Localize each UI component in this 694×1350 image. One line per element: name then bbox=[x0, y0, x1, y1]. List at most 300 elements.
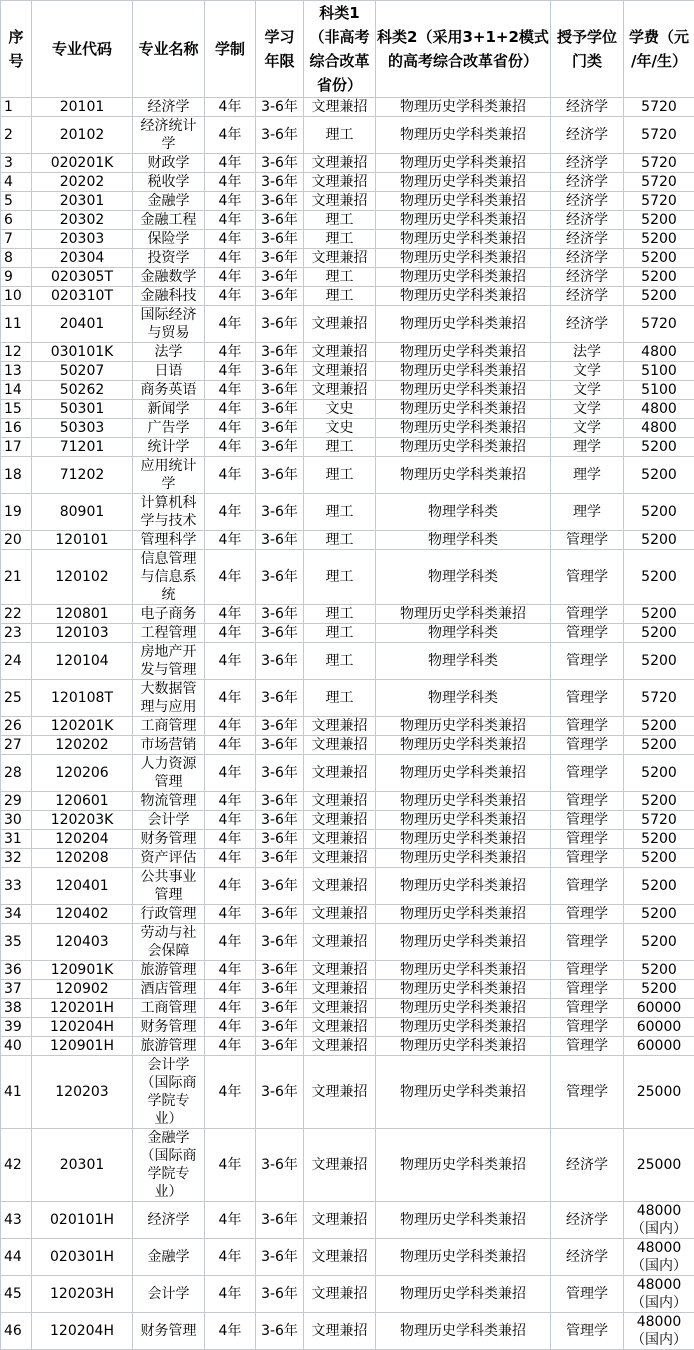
tuition-cell: 25000 bbox=[624, 1129, 694, 1202]
study-years-cell: 3-6年 bbox=[256, 868, 304, 905]
program-length-cell: 4年 bbox=[205, 643, 256, 680]
table-row bbox=[1, 811, 694, 830]
study-years-cell: 3-6年 bbox=[256, 173, 304, 192]
major-code-cell: 020101H bbox=[32, 1202, 133, 1239]
category-1-cell: 文理兼招 bbox=[304, 1056, 376, 1129]
major-name-cell: 新闻学 bbox=[133, 400, 205, 419]
table-row bbox=[1, 550, 694, 605]
table-row bbox=[1, 643, 694, 680]
table-row bbox=[1, 1037, 694, 1056]
major-name-cell: 旅游管理 bbox=[133, 961, 205, 980]
program-length-cell: 4年 bbox=[205, 924, 256, 961]
table-row bbox=[1, 1018, 694, 1037]
index-cell: 32 bbox=[1, 849, 32, 868]
category-1-cell: 文理兼招 bbox=[304, 362, 376, 381]
index-cell: 1 bbox=[1, 98, 32, 117]
major-name-cell: 金融学 bbox=[133, 1239, 205, 1276]
tuition-cell: 5720 bbox=[624, 680, 694, 717]
major-code-cell: 20102 bbox=[32, 117, 133, 154]
program-length-cell: 4年 bbox=[205, 419, 256, 438]
study-years-cell: 3-6年 bbox=[256, 192, 304, 211]
tuition-cell: 5200 bbox=[624, 905, 694, 924]
category-2-cell: 物理历史学科类兼招 bbox=[376, 400, 551, 419]
index-cell: 23 bbox=[1, 624, 32, 643]
major-code-cell: 20302 bbox=[32, 211, 133, 230]
degree-type-cell: 管理学 bbox=[551, 624, 624, 643]
index-cell: 35 bbox=[1, 924, 32, 961]
category-1-cell: 文理兼招 bbox=[304, 980, 376, 999]
study-years-cell: 3-6年 bbox=[256, 457, 304, 494]
study-years-cell: 3-6年 bbox=[256, 362, 304, 381]
index-cell: 6 bbox=[1, 211, 32, 230]
category-1-cell: 文理兼招 bbox=[304, 1018, 376, 1037]
index-cell: 45 bbox=[1, 1276, 32, 1313]
study-years-cell: 3-6年 bbox=[256, 736, 304, 755]
tuition-cell: 5720 bbox=[624, 306, 694, 343]
table-row bbox=[1, 438, 694, 457]
study-years-cell: 3-6年 bbox=[256, 494, 304, 531]
index-cell: 19 bbox=[1, 494, 32, 531]
degree-type-cell: 理学 bbox=[551, 494, 624, 531]
degree-type-cell: 经济学 bbox=[551, 98, 624, 117]
degree-type-cell: 经济学 bbox=[551, 268, 624, 287]
category-1-cell: 文理兼招 bbox=[304, 154, 376, 173]
category-1-cell: 理工 bbox=[304, 680, 376, 717]
category-1-cell: 文理兼招 bbox=[304, 1129, 376, 1202]
tuition-cell: 5200 bbox=[624, 268, 694, 287]
index-cell: 10 bbox=[1, 287, 32, 306]
category-2-cell: 物理历史学科类兼招 bbox=[376, 924, 551, 961]
major-code-cell: 120104 bbox=[32, 643, 133, 680]
major-name-cell: 房地产开 发与管理 bbox=[133, 643, 205, 680]
major-code-cell: 120204H bbox=[32, 1018, 133, 1037]
study-years-cell: 3-6年 bbox=[256, 792, 304, 811]
degree-type-cell: 管理学 bbox=[551, 1037, 624, 1056]
category-1-cell: 文史 bbox=[304, 400, 376, 419]
header-category-1: 科类1 （非高考 综合改革 省份） bbox=[304, 1, 376, 98]
degree-type-cell: 经济学 bbox=[551, 1129, 624, 1202]
header-program-length: 学制 bbox=[205, 1, 256, 98]
program-length-cell: 4年 bbox=[205, 211, 256, 230]
category-2-cell: 物理历史学科类兼招 bbox=[376, 1276, 551, 1313]
degree-type-cell: 管理学 bbox=[551, 1313, 624, 1350]
category-1-cell: 文理兼招 bbox=[304, 249, 376, 268]
program-length-cell: 4年 bbox=[205, 717, 256, 736]
degree-type-cell: 管理学 bbox=[551, 792, 624, 811]
category-1-cell: 文理兼招 bbox=[304, 868, 376, 905]
table-row bbox=[1, 457, 694, 494]
study-years-cell: 3-6年 bbox=[256, 1202, 304, 1239]
major-code-cell: 71201 bbox=[32, 438, 133, 457]
category-2-cell: 物理历史学科类兼招 bbox=[376, 230, 551, 249]
tuition-cell: 5720 bbox=[624, 811, 694, 830]
category-2-cell: 物理历史学科类兼招 bbox=[376, 381, 551, 400]
tuition-cell: 60000 bbox=[624, 1037, 694, 1056]
major-name-cell: 应用统计 学 bbox=[133, 457, 205, 494]
degree-type-cell: 管理学 bbox=[551, 605, 624, 624]
degree-type-cell: 理学 bbox=[551, 438, 624, 457]
tuition-cell: 48000 （国内） bbox=[624, 1276, 694, 1313]
tuition-cell: 5720 bbox=[624, 117, 694, 154]
major-code-cell: 20301 bbox=[32, 1129, 133, 1202]
category-2-cell: 物理学科类 bbox=[376, 531, 551, 550]
program-length-cell: 4年 bbox=[205, 98, 256, 117]
tuition-cell: 5200 bbox=[624, 868, 694, 905]
tuition-cell: 60000 bbox=[624, 999, 694, 1018]
category-1-cell: 文理兼招 bbox=[304, 306, 376, 343]
table-row bbox=[1, 1202, 694, 1239]
degree-type-cell: 经济学 bbox=[551, 287, 624, 306]
study-years-cell: 3-6年 bbox=[256, 1056, 304, 1129]
program-length-cell: 4年 bbox=[205, 438, 256, 457]
study-years-cell: 3-6年 bbox=[256, 924, 304, 961]
major-name-cell: 会计学 （国际商 学院专 业） bbox=[133, 1056, 205, 1129]
index-cell: 30 bbox=[1, 811, 32, 830]
degree-type-cell: 管理学 bbox=[551, 550, 624, 605]
study-years-cell: 3-6年 bbox=[256, 999, 304, 1018]
study-years-cell: 3-6年 bbox=[256, 230, 304, 249]
table-row bbox=[1, 980, 694, 999]
table-row bbox=[1, 905, 694, 924]
index-cell: 27 bbox=[1, 736, 32, 755]
study-years-cell: 3-6年 bbox=[256, 343, 304, 362]
category-1-cell: 文理兼招 bbox=[304, 999, 376, 1018]
major-code-cell: 20303 bbox=[32, 230, 133, 249]
study-years-cell: 3-6年 bbox=[256, 1313, 304, 1350]
index-cell: 40 bbox=[1, 1037, 32, 1056]
program-length-cell: 4年 bbox=[205, 1037, 256, 1056]
program-length-cell: 4年 bbox=[205, 811, 256, 830]
major-name-cell: 劳动与社 会保障 bbox=[133, 924, 205, 961]
category-2-cell: 物理学科类 bbox=[376, 624, 551, 643]
major-name-cell: 统计学 bbox=[133, 438, 205, 457]
major-code-cell: 120401 bbox=[32, 868, 133, 905]
major-code-cell: 120206 bbox=[32, 755, 133, 792]
program-length-cell: 4年 bbox=[205, 1129, 256, 1202]
category-1-cell: 理工 bbox=[304, 643, 376, 680]
index-cell: 4 bbox=[1, 173, 32, 192]
tuition-cell: 5200 bbox=[624, 531, 694, 550]
study-years-cell: 3-6年 bbox=[256, 531, 304, 550]
header-study-years: 学习 年限 bbox=[256, 1, 304, 98]
program-length-cell: 4年 bbox=[205, 1239, 256, 1276]
category-1-cell: 理工 bbox=[304, 211, 376, 230]
header-index: 序 号 bbox=[1, 1, 32, 98]
major-name-cell: 金融科技 bbox=[133, 287, 205, 306]
study-years-cell: 3-6年 bbox=[256, 1129, 304, 1202]
table-row bbox=[1, 173, 694, 192]
study-years-cell: 3-6年 bbox=[256, 381, 304, 400]
degree-type-cell: 管理学 bbox=[551, 830, 624, 849]
category-1-cell: 文理兼招 bbox=[304, 961, 376, 980]
degree-type-cell: 管理学 bbox=[551, 924, 624, 961]
study-years-cell: 3-6年 bbox=[256, 1239, 304, 1276]
program-length-cell: 4年 bbox=[205, 624, 256, 643]
degree-type-cell: 理学 bbox=[551, 457, 624, 494]
program-length-cell: 4年 bbox=[205, 457, 256, 494]
tuition-cell: 4800 bbox=[624, 419, 694, 438]
index-cell: 9 bbox=[1, 268, 32, 287]
program-length-cell: 4年 bbox=[205, 905, 256, 924]
program-length-cell: 4年 bbox=[205, 1056, 256, 1129]
program-length-cell: 4年 bbox=[205, 117, 256, 154]
major-code-cell: 120203H bbox=[32, 1276, 133, 1313]
degree-type-cell: 管理学 bbox=[551, 531, 624, 550]
major-name-cell: 财务管理 bbox=[133, 830, 205, 849]
program-length-cell: 4年 bbox=[205, 381, 256, 400]
category-1-cell: 理工 bbox=[304, 287, 376, 306]
study-years-cell: 3-6年 bbox=[256, 211, 304, 230]
degree-type-cell: 管理学 bbox=[551, 811, 624, 830]
degree-type-cell: 管理学 bbox=[551, 1276, 624, 1313]
category-2-cell: 物理历史学科类兼招 bbox=[376, 154, 551, 173]
degree-type-cell: 管理学 bbox=[551, 905, 624, 924]
degree-type-cell: 管理学 bbox=[551, 849, 624, 868]
major-code-cell: 120901H bbox=[32, 1037, 133, 1056]
index-cell: 29 bbox=[1, 792, 32, 811]
category-2-cell: 物理学科类 bbox=[376, 680, 551, 717]
category-2-cell: 物理历史学科类兼招 bbox=[376, 192, 551, 211]
tuition-cell: 5100 bbox=[624, 362, 694, 381]
index-cell: 46 bbox=[1, 1313, 32, 1350]
tuition-cell: 5200 bbox=[624, 717, 694, 736]
degree-type-cell: 管理学 bbox=[551, 980, 624, 999]
category-2-cell: 物理历史学科类兼招 bbox=[376, 717, 551, 736]
major-code-cell: 120108T bbox=[32, 680, 133, 717]
study-years-cell: 3-6年 bbox=[256, 624, 304, 643]
major-code-cell: 030101K bbox=[32, 343, 133, 362]
index-cell: 33 bbox=[1, 868, 32, 905]
study-years-cell: 3-6年 bbox=[256, 1018, 304, 1037]
major-code-cell: 50262 bbox=[32, 381, 133, 400]
major-name-cell: 投资学 bbox=[133, 249, 205, 268]
category-2-cell: 物理学科类 bbox=[376, 643, 551, 680]
category-1-cell: 文理兼招 bbox=[304, 905, 376, 924]
study-years-cell: 3-6年 bbox=[256, 419, 304, 438]
table-row bbox=[1, 605, 694, 624]
category-2-cell: 物理历史学科类兼招 bbox=[376, 117, 551, 154]
category-2-cell: 物理历史学科类兼招 bbox=[376, 249, 551, 268]
degree-type-cell: 管理学 bbox=[551, 1018, 624, 1037]
tuition-cell: 5200 bbox=[624, 980, 694, 999]
major-code-cell: 120403 bbox=[32, 924, 133, 961]
degree-type-cell: 管理学 bbox=[551, 717, 624, 736]
index-cell: 41 bbox=[1, 1056, 32, 1129]
category-2-cell: 物理历史学科类兼招 bbox=[376, 980, 551, 999]
category-1-cell: 理工 bbox=[304, 531, 376, 550]
major-name-cell: 金融学 （国际商 学院专 业） bbox=[133, 1129, 205, 1202]
category-2-cell: 物理学科类 bbox=[376, 494, 551, 531]
category-2-cell: 物理历史学科类兼招 bbox=[376, 849, 551, 868]
tuition-cell: 5200 bbox=[624, 792, 694, 811]
program-length-cell: 4年 bbox=[205, 868, 256, 905]
index-cell: 24 bbox=[1, 643, 32, 680]
major-name-cell: 税收学 bbox=[133, 173, 205, 192]
table-row bbox=[1, 419, 694, 438]
major-code-cell: 120902 bbox=[32, 980, 133, 999]
major-name-cell: 行政管理 bbox=[133, 905, 205, 924]
category-2-cell: 物理历史学科类兼招 bbox=[376, 736, 551, 755]
program-length-cell: 4年 bbox=[205, 400, 256, 419]
tuition-cell: 48000 （国内） bbox=[624, 1202, 694, 1239]
category-2-cell: 物理历史学科类兼招 bbox=[376, 306, 551, 343]
tuition-cell: 5720 bbox=[624, 192, 694, 211]
study-years-cell: 3-6年 bbox=[256, 811, 304, 830]
index-cell: 43 bbox=[1, 1202, 32, 1239]
index-cell: 21 bbox=[1, 550, 32, 605]
program-length-cell: 4年 bbox=[205, 343, 256, 362]
category-1-cell: 文理兼招 bbox=[304, 1037, 376, 1056]
major-code-cell: 120601 bbox=[32, 792, 133, 811]
index-cell: 26 bbox=[1, 717, 32, 736]
index-cell: 22 bbox=[1, 605, 32, 624]
index-cell: 8 bbox=[1, 249, 32, 268]
study-years-cell: 3-6年 bbox=[256, 1276, 304, 1313]
study-years-cell: 3-6年 bbox=[256, 643, 304, 680]
table-row bbox=[1, 494, 694, 531]
category-2-cell: 物理历史学科类兼招 bbox=[376, 268, 551, 287]
index-cell: 15 bbox=[1, 400, 32, 419]
tuition-cell: 5200 bbox=[624, 961, 694, 980]
table-row bbox=[1, 868, 694, 905]
tuition-cell: 5720 bbox=[624, 173, 694, 192]
tuition-cell: 5200 bbox=[624, 457, 694, 494]
category-2-cell: 物理历史学科类兼招 bbox=[376, 1129, 551, 1202]
category-2-cell: 物理历史学科类兼招 bbox=[376, 1239, 551, 1276]
major-code-cell: 50207 bbox=[32, 362, 133, 381]
major-code-cell: 120208 bbox=[32, 849, 133, 868]
tuition-cell: 5200 bbox=[624, 849, 694, 868]
major-name-cell: 日语 bbox=[133, 362, 205, 381]
table-row bbox=[1, 792, 694, 811]
index-cell: 2 bbox=[1, 117, 32, 154]
table-row bbox=[1, 249, 694, 268]
index-cell: 14 bbox=[1, 381, 32, 400]
major-code-cell: 50303 bbox=[32, 419, 133, 438]
category-1-cell: 理工 bbox=[304, 438, 376, 457]
category-1-cell: 理工 bbox=[304, 605, 376, 624]
index-cell: 16 bbox=[1, 419, 32, 438]
major-name-cell: 广告学 bbox=[133, 419, 205, 438]
program-length-cell: 4年 bbox=[205, 1313, 256, 1350]
major-code-cell: 120103 bbox=[32, 624, 133, 643]
study-years-cell: 3-6年 bbox=[256, 755, 304, 792]
category-2-cell: 物理历史学科类兼招 bbox=[376, 419, 551, 438]
major-code-cell: 120203K bbox=[32, 811, 133, 830]
major-name-cell: 工程管理 bbox=[133, 624, 205, 643]
tuition-cell: 5720 bbox=[624, 154, 694, 173]
degree-type-cell: 管理学 bbox=[551, 680, 624, 717]
index-cell: 44 bbox=[1, 1239, 32, 1276]
major-code-cell: 020305T bbox=[32, 268, 133, 287]
degree-type-cell: 管理学 bbox=[551, 643, 624, 680]
degree-type-cell: 文学 bbox=[551, 362, 624, 381]
category-2-cell: 物理学科类 bbox=[376, 550, 551, 605]
table-row bbox=[1, 268, 694, 287]
table-row bbox=[1, 98, 694, 117]
major-name-cell: 公共事业 管理 bbox=[133, 868, 205, 905]
major-name-cell: 会计学 bbox=[133, 1276, 205, 1313]
major-name-cell: 金融工程 bbox=[133, 211, 205, 230]
table-row bbox=[1, 849, 694, 868]
study-years-cell: 3-6年 bbox=[256, 980, 304, 999]
category-2-cell: 物理历史学科类兼招 bbox=[376, 1202, 551, 1239]
table-row bbox=[1, 1239, 694, 1276]
index-cell: 5 bbox=[1, 192, 32, 211]
major-name-cell: 市场营销 bbox=[133, 736, 205, 755]
program-length-cell: 4年 bbox=[205, 605, 256, 624]
table-row bbox=[1, 624, 694, 643]
study-years-cell: 3-6年 bbox=[256, 98, 304, 117]
tuition-cell: 5200 bbox=[624, 755, 694, 792]
program-length-cell: 4年 bbox=[205, 173, 256, 192]
category-1-cell: 文史 bbox=[304, 419, 376, 438]
major-name-cell: 金融学 bbox=[133, 192, 205, 211]
tuition-cell: 5200 bbox=[624, 736, 694, 755]
study-years-cell: 3-6年 bbox=[256, 154, 304, 173]
table-row bbox=[1, 211, 694, 230]
major-code-cell: 120102 bbox=[32, 550, 133, 605]
degree-type-cell: 文学 bbox=[551, 419, 624, 438]
major-name-cell: 财政学 bbox=[133, 154, 205, 173]
index-cell: 25 bbox=[1, 680, 32, 717]
category-1-cell: 文理兼招 bbox=[304, 343, 376, 362]
table-row bbox=[1, 287, 694, 306]
study-years-cell: 3-6年 bbox=[256, 905, 304, 924]
index-cell: 38 bbox=[1, 999, 32, 1018]
table-row bbox=[1, 830, 694, 849]
major-name-cell: 资产评估 bbox=[133, 849, 205, 868]
category-1-cell: 理工 bbox=[304, 624, 376, 643]
table-row bbox=[1, 999, 694, 1018]
degree-type-cell: 管理学 bbox=[551, 736, 624, 755]
major-name-cell: 工商管理 bbox=[133, 999, 205, 1018]
category-1-cell: 文理兼招 bbox=[304, 1239, 376, 1276]
index-cell: 39 bbox=[1, 1018, 32, 1037]
study-years-cell: 3-6年 bbox=[256, 550, 304, 605]
degree-type-cell: 管理学 bbox=[551, 1056, 624, 1129]
table-row bbox=[1, 192, 694, 211]
major-name-cell: 财务管理 bbox=[133, 1313, 205, 1350]
category-2-cell: 物理历史学科类兼招 bbox=[376, 98, 551, 117]
table-row bbox=[1, 154, 694, 173]
index-cell: 11 bbox=[1, 306, 32, 343]
table-row bbox=[1, 1313, 694, 1350]
table-row bbox=[1, 755, 694, 792]
table-row bbox=[1, 117, 694, 154]
program-length-cell: 4年 bbox=[205, 154, 256, 173]
major-name-cell: 工商管理 bbox=[133, 717, 205, 736]
category-2-cell: 物理历史学科类兼招 bbox=[376, 1037, 551, 1056]
study-years-cell: 3-6年 bbox=[256, 249, 304, 268]
category-2-cell: 物理历史学科类兼招 bbox=[376, 457, 551, 494]
index-cell: 42 bbox=[1, 1129, 32, 1202]
index-cell: 34 bbox=[1, 905, 32, 924]
table-row bbox=[1, 306, 694, 343]
degree-type-cell: 经济学 bbox=[551, 173, 624, 192]
degree-type-cell: 文学 bbox=[551, 400, 624, 419]
degree-type-cell: 经济学 bbox=[551, 230, 624, 249]
major-name-cell: 经济学 bbox=[133, 98, 205, 117]
major-code-cell: 120203 bbox=[32, 1056, 133, 1129]
major-code-cell: 120801 bbox=[32, 605, 133, 624]
category-1-cell: 文理兼招 bbox=[304, 849, 376, 868]
program-length-cell: 4年 bbox=[205, 306, 256, 343]
major-name-cell: 管理科学 bbox=[133, 531, 205, 550]
study-years-cell: 3-6年 bbox=[256, 117, 304, 154]
category-2-cell: 物理历史学科类兼招 bbox=[376, 830, 551, 849]
index-cell: 36 bbox=[1, 961, 32, 980]
